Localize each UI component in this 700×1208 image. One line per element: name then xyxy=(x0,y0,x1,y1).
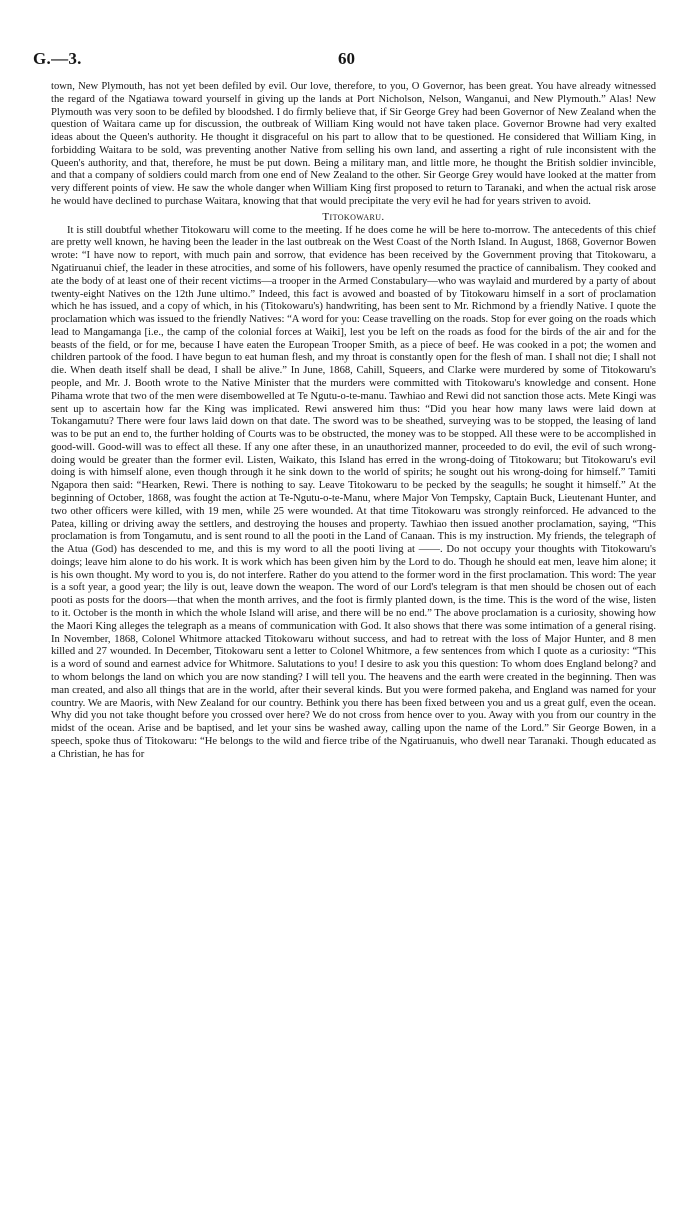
section-heading: Titokowaru. xyxy=(322,210,385,223)
body-text xyxy=(51,81,656,761)
paragraph-titokowaru: It is still doubtful whether Titokowaru will come to the meeting. If he does come he will be here to-morrow. The antecedents of this chief are pretty well known, he having been the leader in the last outbreak on the West Coast of the North Island. In August, 1868, Governor Bowen wrote: “I have now to report, with much pain and sorrow, that evidence has been received by the Government proving that Titokowaru, a Ngatiruanui chief, the leader in these atrocities, and some of his followers, have openly resumed the practice of cannibalism. They cooked and ate the body of at least one of their recent victims—a trooper in the Armed Constabulary—who was waylaid and murdered by a party of about twenty-eight Natives on the 12th June ultimo.” Indeed, this fact is avowed and boasted of by Titokowaru himself in a sort of proclamation which he has issued, and a copy of which, in his (Titokowaru's) handwriting, has been sent to Mr. Richmond by a friendly Native. I quote the proclamation which was issued to the friendly Natives: “A word for you: Cease travelling on the roads. Stop for ever going on the roads which lead to Mangamanga [i.e., the camp of the colonial forces at Waiki], lest you be left on the roads as food for the birds of the air and for the beasts of the field, or for me, because I have eaten the European Trooper Smith, as a piece of beef. He was cooked in a pot; the women and children partook of the food. I have begun to eat human flesh, and my throat is constantly open for the flesh of man. I shall not die; I shall not die. When death itself shall be dead, I shall be alive.” In June, 1868, Cahill, Squeers, and Clarke were murdered by some of Titokowaru's people, and Mr. J. Booth wrote to the Native Minister that the murders were committed with Titokowaru's knowledge and consent. Hone Pihama wrote that two of the men were disembowelled at Te Ngutu-o-te-manu. Tawhiao and Rewi did not sanction those acts. Mete Kingi was sent up to ascertain how far the King was implicated. Rewi answered him thus: “Did you hear how many laws were laid down at Tokangamutu? There were four laws laid down on that date. The sword was to be sheathed, surveying was to be stopped, the leasing of land was to be put an end to, the further holding of Courts was to be obstructed, the money was to be stopped. All these were to be accomplished in good-will. Good-will was to effect all these. If any one after these, in an unauthorized manner, proceeded to do evil, the evil of such wrong-doing would be greater than the former evil. Listen, Waikato, this Island has erred in the wrong-doing of Titokowaru; but Titokowaru's evil doing is with himself alone, even though through it he sink down to the world of spirits; he sought out his wrong-doing for himself.” Tamiti Ngapora then said: “Hearken, Rewi. There is nothing to say. Leave Titokowaru to be pecked by the seagulls; he sought it himself.” At the beginning of October, 1868, was fought the action at Te-Ngutu-o-te-Manu, where Major Von Tempsky, Captain Buck, Lieutenant Hunter, and two other officers were killed, with 19 men, while 25 were wounded. At that time Titokowaru was strongly reinforced. He advanced to the Patea, killing or driving away the settlers, and destroying the houses and property. Tawhiao then issued another proclamation, saying, “This proclamation is from Tongamutu, and is sent round to all the pooti in the Land of Canaan. This is my instruction. My friends, the telegraph of the Atua (God) has descended to me, and this is my word to all the pooti living at ——. Do not occupy your thoughts with Titokowaru's doings; leave him alone to do his work. It is work which has been given him by the Lord to do. Though he should eat men, leave him alone; it is his own thought. My word to you is, do not interfere. Rather do you attend to the former word in the first proclamation. This word: The year is a soft year, a good year; the lily is out, leave down the weapon. The word of our Lord's telegram is that men should be chosen out of each pooti as posts for the doors—that when the month arrives, and the foot is firmly planted down, is the time. This is the word of the wise, listen to it. October is the month in which the whole Island will arise, and there will be no end.” The above proclamation is a curiosity, showing how the Maori King alleges the telegraph as a means of communication with God. It also shows that there was some intimation of a general rising. In November, 1868, Colonel Whitmore attacked Titokowaru without success, and had to retreat with the loss of Major Hunter, and 8 men killed and 27 wounded. In December, Titokowaru sent a letter to Colonel Whitmore, a few sentences from which I quote as a curiosity: “This is a word of sound and earnest advice for Whitmore. Salutations to you! I desire to ask you this question: To whom does England belong? and to whom belongs the land on which you are now standing? I will tell you. The heavens and the earth were created in the beginning. Then was man created, and also all things that are in the world, after their several kinds. But you were formed pakeha, and England was named for your country. We are Maoris, with New Zealand for our country. Bethink you there has been fixed between you and us a great gulf, even the ocean. Why did you not take thought before you crossed over here? We do not cross from hence over to you. Away with you from our country in the midst of the ocean. Arise and be baptised, and let your sins be washed away, calling upon the name of the Lord.” Sir George Bowen, in a speech, spoke thus of Titokowaru: “He belongs to the wild and fierce tribe of the Ngatiruanuis, who dwell near Taranaki. Though educated as a Christian, he has for xyxy=(51,224,656,760)
paragraph-continuation: town, New Plymouth, has not yet been defiled by evil. Our love, therefore, to you, O Governor, has been great. You have already witnessed the regard of the Ngatiawa toward yourself in giving up the lands at Port Nicholson, Nelson, Wanganui, and New Plymouth.” Alas! New Plymouth was very soon to be defiled by bloodshed. I do firmly believe that, if Sir George Grey had been Governor of New Zealand when the question of Waitara came up for discussion, the outbreak of William King would not have taken place. Governor Browne had very exalted ideas about the Queen's authority. He thought it disgraceful on his part to allow that to be questioned. He considered that William King, in forbidding Waitara to be sold, was preventing another Native from selling his own land, and asserting a right of rule inconsistent with the Queen's authority, and that, therefore, he must be put down. Being a military man, and little more, he thought the British soldier invincible, and that a company of soldiers could march from one end of New Zealand to the other. Sir George Grey would have looked at the matter from very different points of view. He saw the whole danger when William King first proposed to return to Taranaki, and when the actual risk arose he would have declined to purchase Waitara, knowing that that would precipitate the very evil he had for years striven to avoid. xyxy=(51,81,656,208)
page-number: 60 xyxy=(338,49,355,68)
report-reference: G.—3. xyxy=(33,49,82,68)
